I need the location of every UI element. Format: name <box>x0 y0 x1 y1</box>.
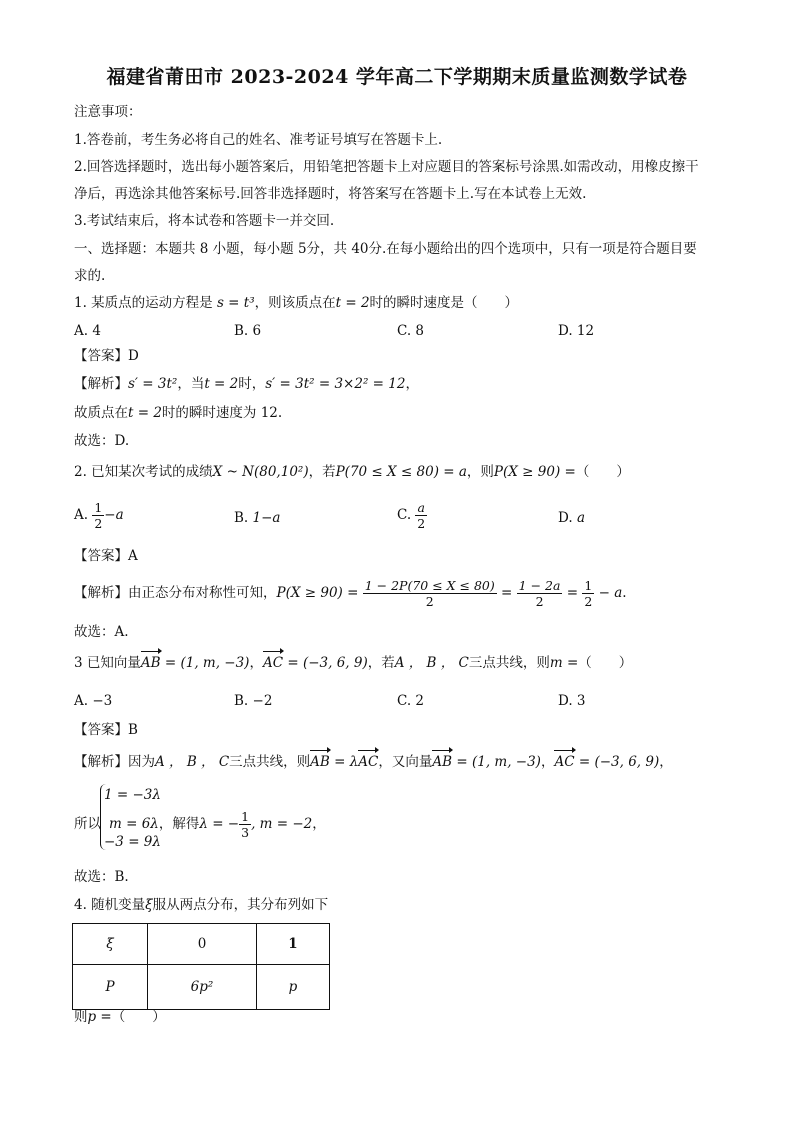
table-row <box>73 924 330 965</box>
analysis-conclusion: 故质点在t = 2时的瞬时速度为 12. <box>74 405 283 421</box>
formula: t = 2 <box>128 405 162 421</box>
table-cell: p <box>257 965 330 1010</box>
table-cell: 1 <box>257 924 330 965</box>
question-4-stem: 4. 随机变量ξ服从两点分布，其分布列如下 <box>74 897 329 913</box>
formula: P(70 ≤ X ≤ 80) = a <box>335 464 467 480</box>
question-4-ask: 则p =（ ） <box>74 1009 166 1025</box>
system-eq-3: −3 = 9λ <box>104 834 161 850</box>
formula: s′ = 3t² <box>128 376 178 392</box>
question-3-stem: 3 已知向量AB = (1, m, −3)，AC = (−3, 6, 9)，若A ， B ， C三点共线，则m =（ ） <box>74 655 633 671</box>
fraction: $\frac{1}{2}$ <box>584 578 593 609</box>
fraction: $\frac{1}{3}$ <box>241 809 250 840</box>
option-d: D. 12 <box>558 323 595 339</box>
table-cell: 6p² <box>148 965 257 1010</box>
option-b: B. 6 <box>234 323 262 339</box>
table-cell: 0 <box>148 924 257 965</box>
system-brace <box>100 784 109 850</box>
section-heading: 一、选择题：本题共 8 小题，每小题 5分，共 40分.在每小题给出的四个选项中，只有一项是符合题目要 <box>74 241 697 257</box>
vector-ac: AC <box>262 655 284 671</box>
choice-line: 故选：B. <box>74 869 129 885</box>
choice-line: 故选：A. <box>74 624 129 640</box>
formula: X ~ N(80,10²) <box>212 464 309 480</box>
question-2-stem: 2. 已知某次考试的成绩X ~ N(80,10²)，若P(70 ≤ X ≤ 80) = a，则P(X ≥ 90) =（ ） <box>74 464 630 480</box>
formula: t = 2 <box>204 376 239 392</box>
analysis-line: 【解析】由正态分布对称性可知，P(X ≥ 90) = $\frac{1 - 2P(70 \le X \le 80)}{2}$ = $\frac{1 - 2a}{2}$ = $\frac{1}{2}$ − a. <box>74 578 627 609</box>
formula: s = t³ <box>212 295 255 311</box>
table-cell: ξ <box>73 924 148 965</box>
option-a: A. 4 <box>74 323 101 339</box>
option-c: C. $\frac{a}{2}$ <box>397 500 426 531</box>
distribution-table <box>72 923 330 1010</box>
option-a: A. $\frac{1}{2}$ −a <box>74 500 124 531</box>
formula: t = 2 <box>335 295 370 311</box>
answer-line: 【答案】B <box>74 722 138 738</box>
option-d: D. 3 <box>558 693 586 709</box>
option-a: A. −3 <box>74 693 113 709</box>
table-cell: P <box>73 965 148 1010</box>
system-eq-1: 1 = −3λ <box>104 787 161 803</box>
analysis-line: 【解析】因为A ， B ， C三点共线，则AB = λAC，又向量AB = (1, m, −3)，AC = (−3, 6, 9)， <box>74 754 673 770</box>
option-b: B. 1−a <box>234 510 281 526</box>
notice-item: 1.答卷前，考生务必将自己的姓名、准考证号填写在答题卡上. <box>74 132 443 148</box>
option-d: D. a <box>558 510 585 526</box>
fraction: $\frac{a}{2}$ <box>417 500 426 531</box>
choice-line: 故选：D. <box>74 433 130 449</box>
formula: P(X ≥ 90) = <box>493 464 576 480</box>
analysis-line: 【解析】s′ = 3t²，当t = 2时，s′ = 3t² = 3×2² = 12， <box>74 376 419 392</box>
option-c: C. 2 <box>397 693 425 709</box>
fraction: $\frac{1}{2}$ <box>94 500 103 531</box>
notice-item: 2.回答选择题时，选出每小题答案后，用铅笔把答题卡上对应题目的答案标号涂黑.如需改动，用橡皮擦干 <box>74 159 699 175</box>
system-line: 所以 m = 6λ，解得λ = − $\frac{1}{3}$ , m = −2， <box>74 809 326 840</box>
answer-line: 【答案】A <box>74 548 138 564</box>
page-title: 福建省莆田市 2023-2024 学年高二下学期期末质量监测数学试卷 <box>106 66 688 88</box>
question-1-stem: 1. 某质点的运动方程是 s = t³，则该质点在t = 2时的瞬时速度是（ ） <box>74 295 519 311</box>
notice-item: 净后，再选涂其他答案标号.回答非选择题时，将答案写在答题卡上.写在本试卷上无效. <box>74 186 587 202</box>
notice-item: 3.考试结束后，将本试卷和答题卡一并交回. <box>74 213 335 229</box>
fraction: $\frac{1 - 2a}{2}$ <box>518 578 561 609</box>
section-heading-cont: 求的. <box>74 268 106 284</box>
notice-heading: 注意事项： <box>74 104 142 120</box>
vector-ab: AB <box>140 655 161 671</box>
answer-line: 【答案】D <box>74 348 139 364</box>
option-b: B. −2 <box>234 693 273 709</box>
table-row <box>73 965 330 1010</box>
formula: s′ = 3t² = 3×2² = 12 <box>265 376 406 392</box>
option-c: C. 8 <box>397 323 425 339</box>
fraction: $\frac{1 - 2P(70 \le X \le 80)}{2}$ <box>364 578 495 609</box>
